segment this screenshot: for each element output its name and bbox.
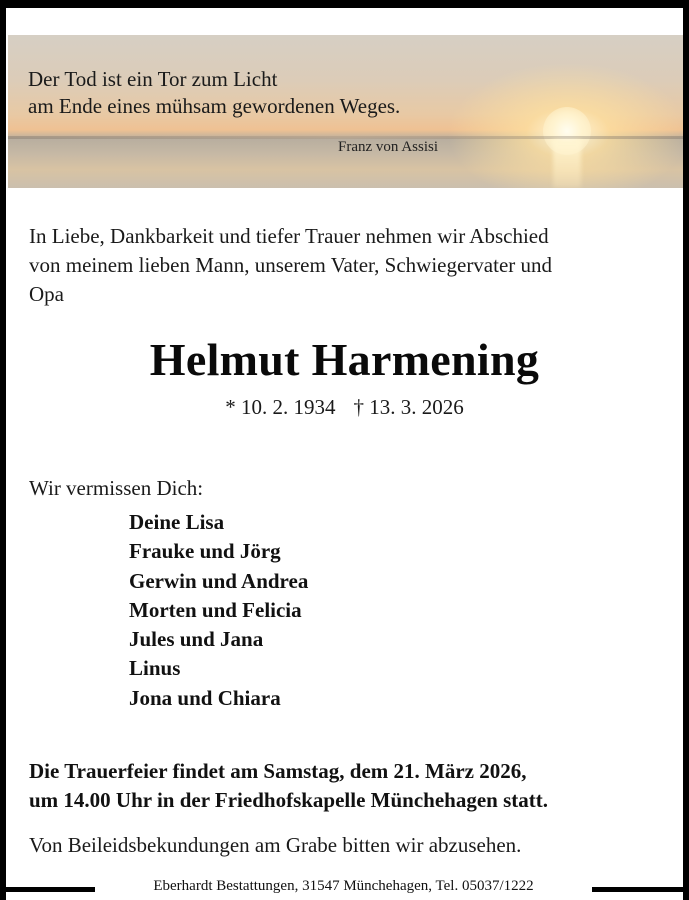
condolence-note: Von Beileidsbekundungen am Grabe bitten wir abzusehen.: [29, 833, 522, 857]
funeral-home-footer: Eberhardt Bestattungen, 31547 Münchehagen, Tel. 05037/1222: [95, 878, 592, 895]
ceremony-line-2: um 14.00 Uhr in der Friedhofskapelle Münchehagen statt.: [29, 788, 548, 812]
quote-line-2: am Ende eines mühsam gewordenen Weges.: [28, 94, 401, 118]
footer-rule-right: [592, 887, 689, 892]
quote-author: Franz von Assisi: [338, 139, 439, 155]
sunset-banner: [8, 35, 683, 188]
intro-line-1: In Liebe, Dankbarkeit und tiefer Trauer nehmen wir Abschied: [29, 224, 549, 248]
life-dates: [0, 395, 689, 420]
mourner-name: Gerwin und Andrea: [129, 568, 309, 593]
sun-reflection-image: [553, 140, 581, 188]
mourners-heading: Wir vermissen Dich:: [29, 476, 204, 500]
intro-line-2: von meinem lieben Mann, unserem Vater, Schwiegervater und: [29, 253, 553, 277]
ceremony-info: [29, 757, 548, 815]
intro-line-3: Opa: [29, 282, 64, 306]
mourner-name: Linus: [129, 656, 181, 681]
death-date: † 13. 3. 2026: [353, 395, 464, 419]
intro-text: [29, 222, 669, 309]
deceased-name: Helmut Harmening: [149, 334, 540, 385]
mourner-name: Morten und Felicia: [129, 597, 302, 622]
mourner-name: Frauke und Jörg: [129, 539, 281, 564]
mourner-name: Jules und Jana: [129, 627, 264, 652]
mourner-name: Deine Lisa: [129, 510, 225, 534]
mourner-name: Jona und Chiara: [129, 685, 281, 710]
footer-rule-left: [0, 887, 95, 892]
birth-date: * 10. 2. 1934: [225, 395, 336, 419]
quote-line-1: Der Tod ist ein Tor zum Licht: [28, 67, 278, 91]
mourners-list: [129, 508, 308, 713]
ceremony-line-1: Die Trauerfeier findet am Samstag, dem 21. März 2026,: [29, 759, 527, 783]
